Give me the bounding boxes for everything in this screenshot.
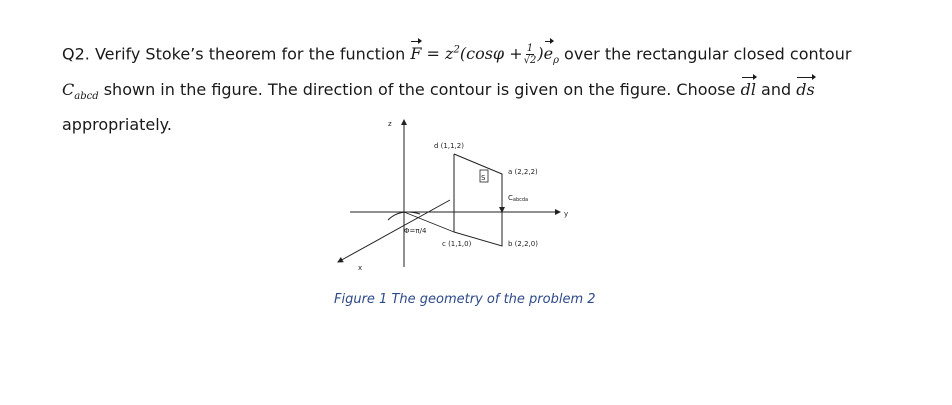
question-line-2-text: shown in the figure. The direction of the contour is given on the figure. Choose	[103, 79, 736, 99]
question-line-3: appropriately.	[62, 114, 172, 134]
unit-vector: e	[544, 40, 553, 68]
label-z: z	[388, 120, 392, 128]
dl-vector: dl	[741, 76, 756, 104]
field-expression: $F = z^2(\cos\varphi$ + $\frac{1}{√2}$ )$e_\rho$	[410, 44, 559, 63]
figure-caption: Figure 1 The geometry of the problem 2	[334, 292, 596, 307]
label-d: d (1,1,2)	[434, 142, 464, 150]
label-c: c (1,1,0)	[442, 240, 472, 248]
question-line-1	[62, 37, 922, 76]
contour-abcda	[454, 154, 502, 246]
label-a: a (2,2,2)	[508, 168, 538, 176]
contour-symbol: $C_{abcd}$	[62, 79, 99, 102]
question-suffix: over the rectangular closed contour	[564, 44, 852, 64]
fraction: $\frac{1}{√2}$	[523, 43, 537, 67]
question-prefix: Q2. Verify Stoke’s theorem for the function	[62, 44, 406, 64]
and-text: and	[761, 79, 792, 99]
label-x: x	[358, 264, 363, 272]
label-b: b (2,2,0)	[508, 240, 538, 248]
label-contour: Cabcda	[508, 194, 529, 203]
label-s: S	[481, 174, 486, 182]
label-phi: Φ=π/4	[404, 227, 427, 235]
label-y: y	[564, 210, 569, 218]
field-symbol: F	[410, 40, 421, 68]
geometry-diagram	[330, 112, 590, 292]
ds-vector: ds	[796, 76, 814, 104]
geometry-figure	[330, 112, 590, 292]
question-line-2	[62, 76, 922, 111]
x-axis	[338, 200, 450, 262]
